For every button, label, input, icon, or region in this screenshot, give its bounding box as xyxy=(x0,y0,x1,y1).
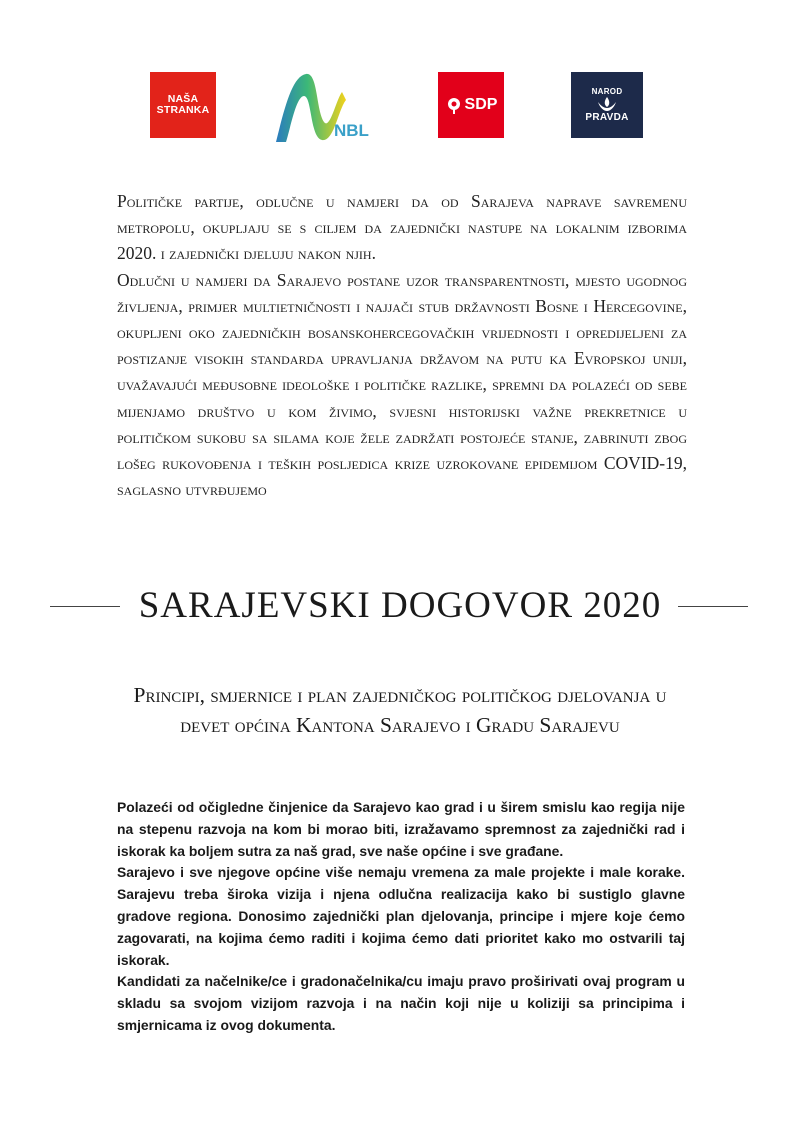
nbl-logo xyxy=(272,70,380,145)
body-paragraph-1: Polazeći od očigledne činjenice da Sarajevo kao grad i u širem smislu kao regija nije na stepenu razvoja na kom bi morao biti, izražavamo spremnost za zajednički rad i iskorak ka boljem sutra za naš grad, sve naše općine i sve građane. xyxy=(117,799,685,859)
rose-icon xyxy=(445,96,463,114)
nasa-stranka-logo xyxy=(150,72,216,138)
nbl-wave-icon xyxy=(272,70,380,145)
body-text xyxy=(117,797,685,1037)
hand-emblem-icon xyxy=(596,96,618,112)
intro-paragraph-2: Odlučni u namjeri da Sarajevo postane uzor transparentnosti, mjesto ugodnog življenja, primjer multietničnosti i najjači stub državnosti Bosne i Hercegovine, okupljeni oko zajedničkih bosanskohercegovačkih vrijednosti i opredijeljeni za postizanje visokih standarda upravljanja državom na putu ka Evropskoj uniji, uvažavajući međusobne ideološke i političke razlike, spremni da polazeći od sebe mijenjamo društvo u kom živimo, svjesni historijski važne prekretnice u političkom sukobu sa silama koje žele zadržati postojeće stanje, zabrinuti zbog lošeg rukovođenja i teških posljedica krize uzrokovane epidemijom COVID-19, saglasno utvrđujemo xyxy=(117,269,687,500)
intro-paragraph-1: Političke partije, odlučne u namjeri da od Sarajeva naprave savremenu metropolu, okupljaju se s ciljem da zajednički nastupe na lokalnim izborima 2020. i zajednički djeluju nakon njih. xyxy=(117,191,687,264)
main-title-block xyxy=(0,582,800,632)
intro-text xyxy=(117,188,687,502)
sdp-logo xyxy=(438,72,504,138)
sdp-logo-text: SDP xyxy=(464,96,498,113)
party-logos xyxy=(0,70,800,145)
np-logo-line2: PRAVDA xyxy=(585,112,629,123)
body-paragraph-3: Kandidati za načelnike/ce i gradonačelnika/cu imaju pravo proširivati ovaj program u skladu sa svojom vizijom razvoja i na način koji nije u koliziji sa principima i smjernicama iz ovog dokumenta. xyxy=(117,973,685,1033)
nasa-logo-line1: NAŠA xyxy=(167,93,199,105)
narod-pravda-logo xyxy=(571,72,643,138)
np-logo-line1: NAROD xyxy=(591,87,623,96)
nbl-logo-text: NBL xyxy=(334,121,369,140)
document-subtitle: Principi, smjernice i plan zajedničkog političkog djelovanja u devet općina Kantona Sarajevo i Gradu Sarajevu xyxy=(133,683,667,737)
document-title: SARAJEVSKI DOGOVOR 2020 xyxy=(138,585,662,626)
nasa-logo-line2: STRANKA xyxy=(156,104,210,116)
body-paragraph-2: Sarajevo i sve njegove općine više nemaju vremena za male projekte i male korake. Sarajevu treba široka vizija i njena odlučna realizacija kako bi sustiglo glavne gradove regiona. Donosimo zajednički plan djelovanja, principe i mjere koje ćemo zagovarati, na kojima ćemo raditi i kojima ćemo dati prioritet kako mo ostvarili taj iskorak. xyxy=(117,864,685,968)
title-divider-right xyxy=(678,606,748,607)
